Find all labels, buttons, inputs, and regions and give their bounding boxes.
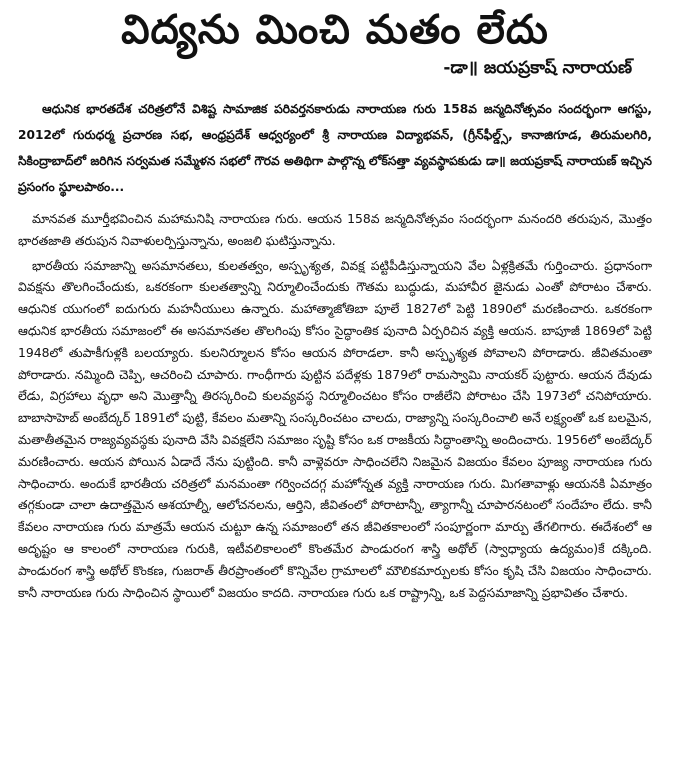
article-page bbox=[0, 6, 674, 766]
article-title: విద్యను మించి మతం లేదు bbox=[121, 7, 549, 53]
intro-paragraph: ఆధునిక భారతదేశ చరిత్రలోనే విశిష్ట సామాజిక పరివర్తనకారుడు నారాయణ గురు 158వ జన్మదినోత్సవం సందర్భంగా ఆగస్టు, 2012లో గురుధర్మ ప్రచారణ సభ, ఆంధ్రప్రదేశ్ ఆధ్వర్యంలో శ్రీ నారాయణ విద్యాభవన్, (గ్రీన్‌ఫీల్డ్స్, కానాజిగూడ, తిరుమలగిరి, సికింద్రాబాద్‌లో జరిగిన సర్వమత సమ్మేళన సభలో గౌరవ అతిథిగా పాల్గొన్న లోక్‌సత్తా వ్యవస్థాపకుడు డా॥ జయప్రకాష్ నారాయణ్ ఇచ్చిన ప్రసంగం స్థూలపాఠం... bbox=[18, 102, 652, 194]
author-byline: -డా॥ జయప్రకాష్ నారాయణ్ bbox=[443, 58, 632, 78]
body-paragraph-1: మానవత మూర్తీభవించిన మహామనిషి నారాయణ గురు. ఆయన 158వ జన్మదినోత్సవం సందర్భంగా మనందరి తరుపున, మొత్తం భారతజాతి తరుపున నివాళులర్పిస్తున్నాను, అంజలి ఘటిస్తున్నాను. bbox=[18, 211, 652, 248]
body-paragraph-2: భారతీయ సమాజాన్ని అసమానతలు, కులతత్వం, అస్పృశ్యత, వివక్ష పట్టిపీడిస్తున్నాయని వేల ఏళ్లక్రితమే గుర్తించారు. ప్రధానంగా వివక్షను తొలగించేందుకు, ఒకరకంగా కులతత్వాన్ని నిర్మూలించేందుకు గౌతమ బుద్ధుడు, మహావీర జైనుడు ఎంతో పోరాటం చేశారు. ఆధునిక యుగంలో ఐదుగురు మహనీయులు ఉన్నారు. మహాత్మాజోతిబా పూలే 1827లో పెట్టి 1890లో మరణించారు. ఒకరకంగా ఆధునిక భారతీయ సమాజంలో ఈ అసమానతల తొలగింపు కోసం సైద్ధాంతిక పునాది ఏర్పరిచిన వ్యక్తి ఆయన. బాపూజీ 1869లో పెట్టి 1948లో తుపాకీగుళ్లకి బలయ్యారు. కులనిర్మూలన కోసం ఆయన పోరాడలా. కానీ అస్పృశ్యత పోవాలని పోరాడారు. జీవితమంతా పోరాడారు. నమ్మింది చెప్పి, ఆచరించి చూపారు. గాంధీగారు పుట్టిన పదేళ్లకు 1879లో రామస్వామి నాయకర్ పుట్టారు. ఆయన దేవుడు లేడు, విగ్రహాలు వృధా అని మొత్తాన్నీ తిరస్కరించి కులవ్యవస్థ నిర్మూలించటం కోసం రాజీలేని పోరాటం చేసి 1973లో చనిపోయారు. బాబాసాహెబ్ అంబేద్కర్ 1891లో పుట్టి, కేవలం మతాన్ని సంస్కరించటం చాలదు, రాజ్యాన్ని సంస్కరించాలి అనే లక్ష్యంతో ఒక బలమైన, మతాతీతమైన రాజ్యవ్యవస్థకు పునాది వేసి వివక్షలేని సమాజం సృష్టి కోసం ఒక రాజకీయ సిద్ధాంతాన్ని అందించారు. 1956లో అంబేద్కర్ మరణించారు. ఆయన పోయిన ఏడాదే నేను పుట్టింది. కానీ వాళ్లెవరూ సాధించలేని నిజమైన విజయం కేవలం పూజ్య నారాయణ గురు సాధించారు. అందుకే భారతీయ చరిత్రలో మనమంతా గర్వించదగ్గ మహోన్నత వ్యక్తి నారాయణ గురు. మిగతావాళ్లు ఆయనకి ఏమాత్రం తగ్గకుండా చాలా ఉదాత్తమైన ఆశయాల్నీ, ఆలోచనలను, ఆర్తిని, జీవితంలో పోరాటాన్నీ, త్యాగాన్నీ చూపారనటంలో సందేహం లేదు. కానీ కేవలం నారాయణ గురు మాత్రమే ఆయన చుట్టూ ఉన్న సమాజంలో తన జీవితకాలంలో సంపూర్ణంగా మార్పు తేగలిగారు. ఈదేశంలో ఆ అదృష్టం ఆ కాలంలో నారాయణ గురుకి, ఇటీవలికాలంలో కొంతమేర పాండురంగ శాస్త్రి అథోల్ (స్వాధ్యాయ ఉద్యమం)కే దక్కింది. పాండురంగ శాస్త్రి అథోల్ కొంకణ, గుజరాత్ తీరప్రాంతంలో కొన్నివేల గ్రామాలలో మౌలికమార్పులకు కోసం కృషి చేసి విజయం సాధించారు. కానీ నారాయణ గురు సాధించిన స్థాయిలో విజయం కాదది. నారాయణ గురు ఒక రాష్ట్రాన్ని, ఒక పెద్దసమాజాన్ని ప్రభావితం చేశారు. bbox=[18, 257, 652, 600]
